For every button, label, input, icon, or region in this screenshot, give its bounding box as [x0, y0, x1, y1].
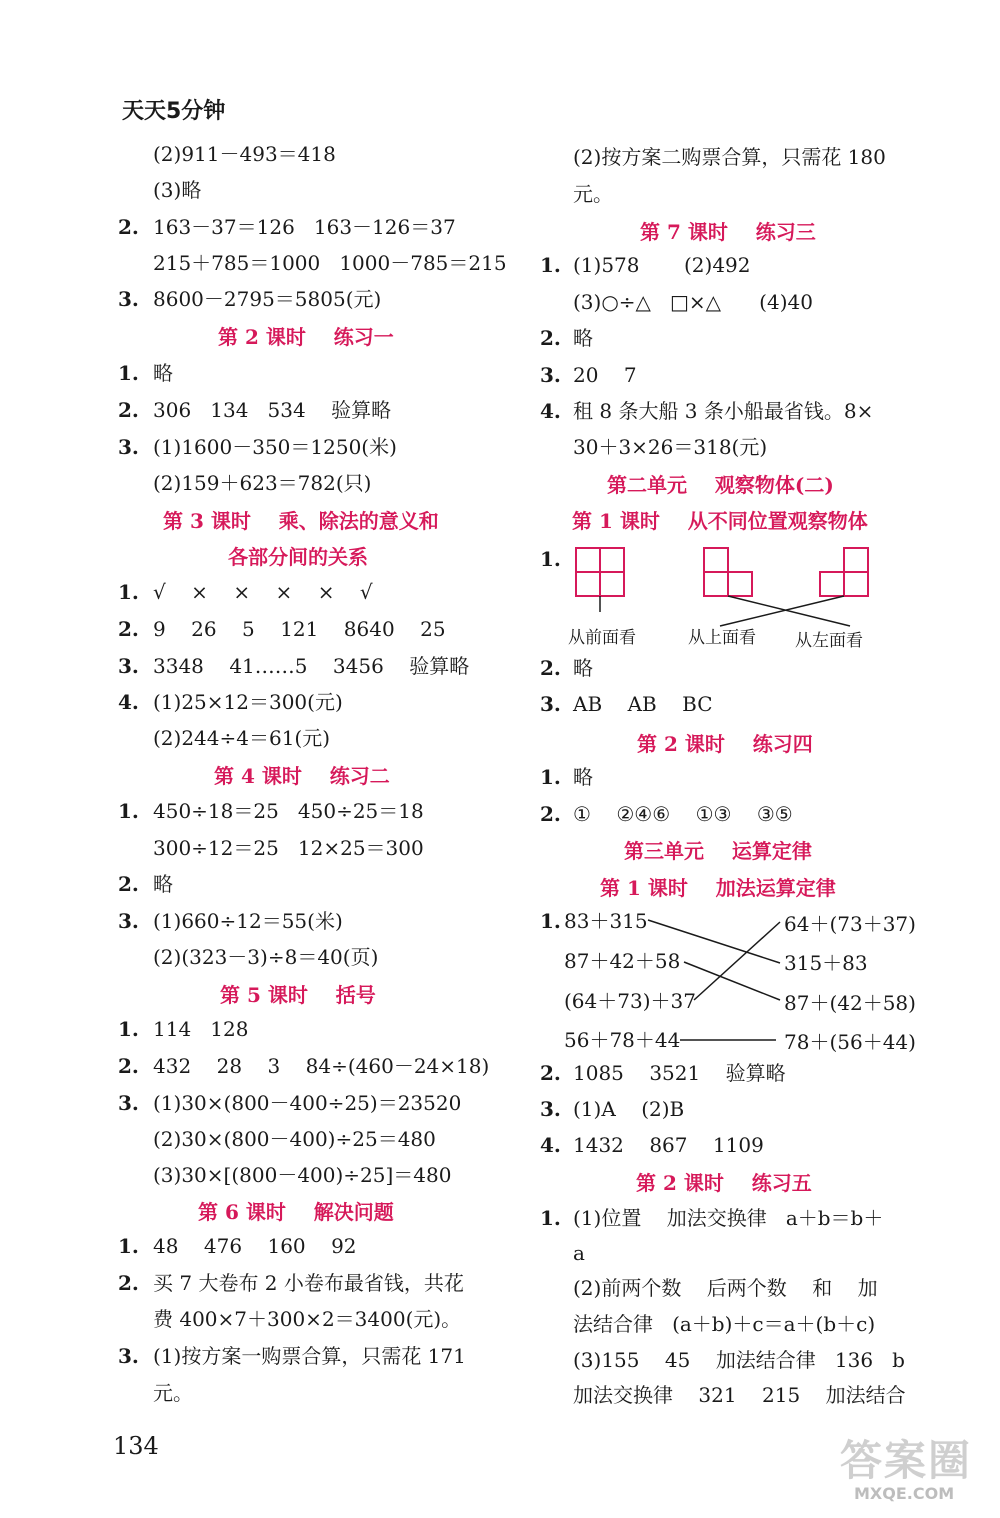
- answer-line: (1)位置 加法交换律 a＋b＝b＋: [573, 1206, 884, 1230]
- item-number: 1.: [540, 253, 561, 277]
- answer-line: 432 28 3 84÷(460－24×18): [153, 1054, 490, 1078]
- match-left-item: (64＋73)＋37: [564, 989, 696, 1013]
- answer-line: 3348 41……5 3456 验算略: [153, 654, 470, 678]
- item-number: 3.: [118, 654, 139, 678]
- item-number: 2.: [118, 215, 139, 239]
- answer-line: 费 400×7＋300×2＝3400(元)。: [153, 1307, 462, 1331]
- answer-line: 300÷12＝25 12×25＝300: [153, 836, 424, 860]
- answer-line: 略: [573, 765, 593, 789]
- item-number: 2.: [540, 1061, 561, 1085]
- section-heading: 第 2 课时 练习五: [636, 1171, 812, 1195]
- section-heading: 第二单元 观察物体(二): [607, 473, 834, 497]
- item-number: 3.: [118, 1091, 139, 1115]
- answer-line: (2)按方案二购票合算，只需花 180: [573, 145, 886, 169]
- answer-line: 略: [573, 656, 593, 680]
- answer-line: (2)(323－3)÷8＝40(页): [153, 945, 379, 969]
- item-number: 3.: [540, 363, 561, 387]
- item-number: 2.: [118, 872, 139, 896]
- page-header: 天天5分钟: [122, 99, 226, 124]
- item-number: 3.: [118, 909, 139, 933]
- match-line: [684, 962, 780, 1000]
- watermark-logo: 答案圈: [840, 1436, 973, 1485]
- item-number: 3.: [540, 692, 561, 716]
- answer-line: 8600－2795＝5805(元): [153, 287, 382, 311]
- answer-line: 略: [153, 361, 173, 385]
- match-right-item: 64＋(73＋37): [784, 912, 916, 936]
- view-label: 从左面看: [795, 631, 863, 651]
- view-label: 从上面看: [688, 628, 756, 648]
- item-number: 4.: [540, 1133, 561, 1157]
- section-heading: 第 1 课时 加法运算定律: [600, 876, 836, 900]
- answer-line: 215＋785＝1000 1000－785＝215: [153, 251, 507, 275]
- item-number: 2.: [540, 656, 561, 680]
- answer-line: (2)前两个数 后两个数 和 加: [573, 1276, 878, 1300]
- answer-line: (2)911－493＝418: [153, 142, 336, 166]
- section-heading: 第 3 课时 乘、除法的意义和: [163, 509, 439, 533]
- answer-line: 450÷18＝25 450÷25＝18: [153, 799, 424, 823]
- item-number: 1.: [540, 547, 561, 571]
- answer-line: 1085 3521 验算略: [573, 1061, 786, 1085]
- item-number: 2.: [540, 802, 561, 826]
- match-line: [694, 922, 780, 1000]
- item-number: 1.: [118, 1234, 139, 1258]
- answer-line: a: [573, 1241, 585, 1265]
- match-right-item: 315＋83: [784, 951, 868, 975]
- item-number: 2.: [118, 617, 139, 641]
- item-number: 1.: [118, 1017, 139, 1041]
- answer-line: (3)略: [153, 178, 202, 202]
- answer-line: (1)A (2)B: [573, 1097, 685, 1121]
- view-label: 从前面看: [568, 628, 636, 648]
- item-number: 3.: [118, 435, 139, 459]
- answer-line: 163－37＝126 163－126＝37: [153, 215, 456, 239]
- section-heading: 第三单元 运算定律: [624, 839, 812, 863]
- item-number: 1.: [118, 799, 139, 823]
- item-number: 1.: [540, 1206, 561, 1230]
- answer-line: 1432 867 1109: [573, 1133, 764, 1157]
- item-number: 1.: [540, 909, 561, 933]
- answer-line: 306 134 534 验算略: [153, 398, 392, 422]
- section-heading: 第 2 课时 练习四: [637, 732, 813, 756]
- answer-line: (3)○÷△ □×△ (4)40: [573, 290, 813, 314]
- answer-line: 元。: [153, 1381, 193, 1405]
- section-heading: 第 1 课时 从不同位置观察物体: [572, 509, 868, 533]
- answer-line: (2)159＋623＝782(只): [153, 471, 372, 495]
- item-number: 3.: [118, 287, 139, 311]
- answer-line: 买 7 大卷布 2 小卷布最省钱，共花: [153, 1271, 464, 1295]
- section-heading: 第 7 课时 练习三: [640, 220, 816, 244]
- answer-line: 30＋3×26＝318(元): [573, 435, 768, 459]
- answer-line: (1)660÷12＝55(米): [153, 909, 343, 933]
- item-number: 2.: [118, 1271, 139, 1295]
- item-number: 2.: [540, 326, 561, 350]
- match-right-item: 87＋(42＋58): [784, 991, 916, 1015]
- item-number: 2.: [118, 398, 139, 422]
- answer-line: √ × × × × √: [153, 580, 373, 604]
- answer-line: (1)1600－350＝1250(米): [153, 435, 397, 459]
- answer-line: ① ②④⑥ ①③ ③⑤: [573, 802, 793, 826]
- answer-line: 20 7: [573, 363, 637, 387]
- item-number: 4.: [540, 399, 561, 423]
- answer-line: (1)25×12＝300(元): [153, 690, 343, 714]
- answer-line: (3)155 45 加法结合律 136 b: [573, 1348, 905, 1372]
- answer-line: AB AB BC: [573, 692, 713, 716]
- answer-line: (1)30×(800－400÷25)＝23520: [153, 1091, 462, 1115]
- item-number: 4.: [118, 690, 139, 714]
- answer-line: (1)按方案一购票合算，只需花 171: [153, 1344, 466, 1368]
- answer-line: 租 8 条大船 3 条小船最省钱。8×: [573, 399, 874, 423]
- answer-line: 114 128: [153, 1017, 249, 1041]
- answer-line: (2)244÷4＝61(元): [153, 726, 331, 750]
- answer-line: 48 476 160 92: [153, 1234, 357, 1258]
- item-number: 1.: [118, 361, 139, 385]
- answer-line: (3)30×[(800－400)÷25]＝480: [153, 1163, 452, 1187]
- item-number: 3.: [118, 1344, 139, 1368]
- answer-line: 略: [573, 326, 593, 350]
- answer-line: 略: [153, 872, 173, 896]
- match-left-item: 83＋315: [564, 909, 648, 933]
- match-right-item: 78＋(56＋44): [784, 1030, 916, 1054]
- match-left-item: 56＋78＋44: [564, 1028, 681, 1052]
- answer-line: 法结合律 (a＋b)＋c＝a＋(b＋c): [573, 1312, 876, 1336]
- match-left-item: 87＋42＋58: [564, 949, 681, 973]
- section-heading: 第 4 课时 练习二: [214, 764, 390, 788]
- item-number: 1.: [118, 580, 139, 604]
- answer-line: (2)30×(800－400)÷25＝480: [153, 1127, 436, 1151]
- item-number: 1.: [540, 765, 561, 789]
- match-line: [648, 920, 780, 963]
- answer-line: 9 26 5 121 8640 25: [153, 617, 446, 641]
- watermark-site: MXQE.COM: [854, 1484, 955, 1503]
- item-number: 3.: [540, 1097, 561, 1121]
- page-number: 134: [113, 1432, 159, 1460]
- item-number: 2.: [118, 1054, 139, 1078]
- answer-line: 元。: [573, 182, 613, 206]
- section-heading: 第 5 课时 括号: [220, 983, 376, 1007]
- answer-line: (1)578 (2)492: [573, 253, 751, 277]
- watermark: [840, 1428, 990, 1508]
- section-heading: 各部分间的关系: [228, 545, 368, 569]
- section-heading: 第 6 课时 解决问题: [198, 1200, 394, 1224]
- section-heading: 第 2 课时 练习一: [218, 325, 394, 349]
- answer-line: 加法交换律 321 215 加法结合: [573, 1383, 906, 1407]
